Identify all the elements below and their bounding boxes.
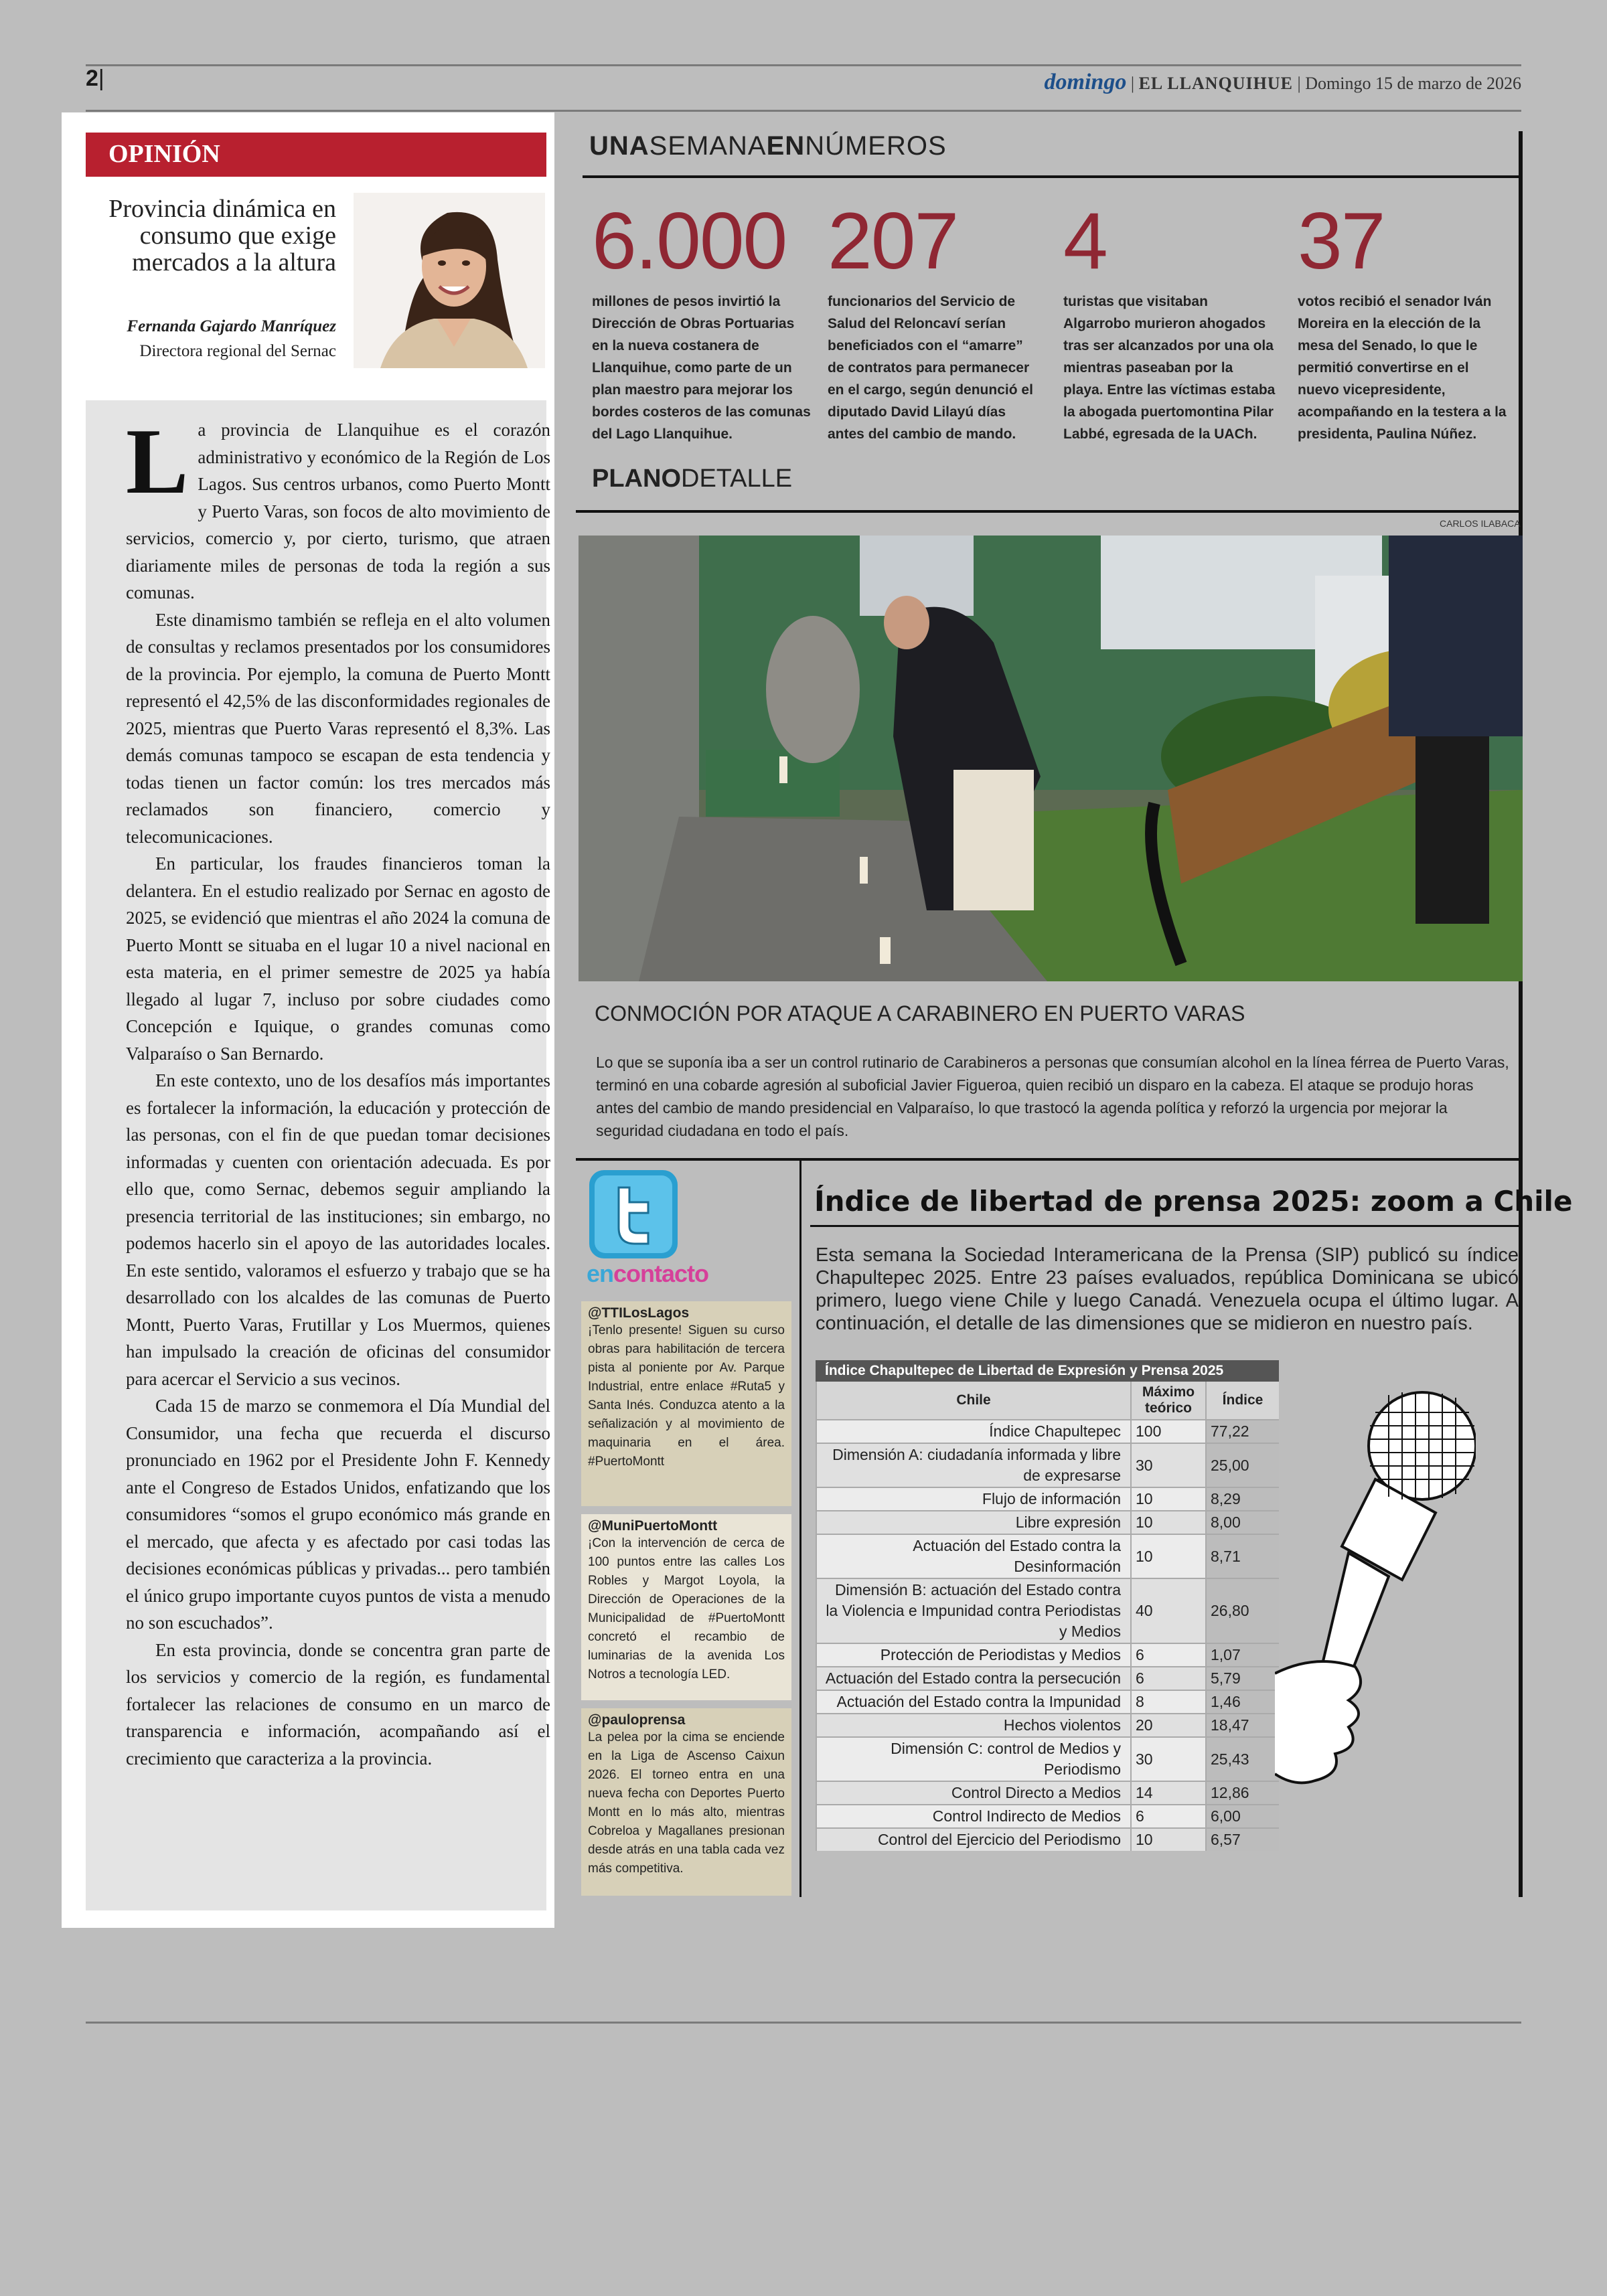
row-label: Libre expresión (816, 1511, 1131, 1534)
row-index: 25,00 (1206, 1443, 1279, 1487)
photo-caption-title: CONMOCIÓN POR ATAQUE A CARABINERO EN PUERTO VARAS (595, 1001, 1245, 1026)
row-max: 6 (1131, 1805, 1206, 1828)
page-number: 2| (86, 66, 104, 91)
tweet-card (581, 1514, 791, 1700)
row-max: 8 (1131, 1690, 1206, 1714)
row-index: 6,00 (1206, 1805, 1279, 1828)
row-max: 30 (1131, 1737, 1206, 1781)
row-index: 25,43 (1206, 1737, 1279, 1781)
row-max: 10 (1131, 1828, 1206, 1851)
table-row (816, 1443, 1279, 1487)
tweet-text: ¡Con la intervención de cerca de 100 puntos entre las calles Los Robles y Margot Loyola, la Dirección de Operaciones de la Municipalidad de #PuertoMontt concretó el recambio de luminarias de la avenida Los Notros a tecnología LED. (588, 1536, 785, 1682)
opinion-column (62, 112, 554, 1928)
paragraph: En este contexto, uno de los desafíos más importantes es fortalecer la información, la educación y protección de las personas, con el fin de que puedan tomar decisiones informadas y cuenten con orientación adecuada. Es por ello que, como Sernac, debemos seguir ampliando la presencia territorial de las instituciones; sin embargo, no podemos hacerlo sin el apoyo de las autoridades locales. En este sentido, valoramos el esfuerzo y trabajo que se ha desarrollado con los alcaldes de las comunas de Puerto Montt, Puerto Varas, Frutillar y Los Muermos, quienes han impulsado la creación de oficinas del consumidor para acercar el Servicio a sus vecinos. (126, 1070, 550, 1389)
row-label: Dimensión C: control de Medios y Periodismo (816, 1737, 1131, 1781)
paragraph: Este dinamismo también se refleja en el alto volumen de consultas y reclamos presentados por los consumidores de la provincia. Por ejemplo, la comuna de Puerto Montt representó el 42,5% de las disconformidades regionales de 2025, mientras que Puerto Varas representó el 8,3%. Las demás comunas tampoco se escapan de esta tendencia y todas tienen un factor común: los tres mercados más reclamados son financiero, comercio y telecomunicaciones. (126, 609, 550, 847)
row-index: 1,46 (1206, 1690, 1279, 1714)
tweet-handle: @MuniPuertoMontt (588, 1518, 718, 1534)
table-row (816, 1511, 1279, 1534)
row-max: 10 (1131, 1534, 1206, 1578)
footer-rule (86, 2022, 1521, 2024)
row-label: Control Directo a Medios (816, 1781, 1131, 1805)
tweet-card (581, 1301, 791, 1506)
paragraph: La provincia de Llanquihue es el corazón administrativo y económico de la Región de Los Lagos. Sus centros urbanos, como Puerto Montt y Puerto Varas, son focos de alto movimiento de servicios, comercio y, por cierto, turismo, que atraen diariamente miles de personas de toda la región a sus comunas. (126, 410, 550, 602)
col-header: Máximo teórico (1131, 1382, 1206, 1420)
paragraph: Cada 15 de marzo se conmemora el Día Mundial del Consumidor, una fecha que recuerda el discurso pronunciado en 1962 por el Presidente John F. Kennedy ante el Congreso de Estados Unidos, enfatizando que los consumidores “somos el grupo económico más grande en el mercado, que afecta y es afectado por casi todas las decisiones económicas públicas y privadas... pero también el único grupo importante cuyos puntos de vista a menudo no son escuchados”. (126, 1396, 550, 1633)
big-number: 6.000 (592, 196, 787, 286)
row-label: Hechos violentos (816, 1714, 1131, 1737)
number-description: votos recibió el senador Iván Moreira en la elección de la mesa del Senado, lo que le permitió convertirse en el nuevo vicepresidente, acompañando en la testera a la presidenta, Paulina Núñez. (1298, 294, 1507, 442)
number-item (1063, 194, 1276, 445)
table-row (816, 1828, 1279, 1851)
news-photo (579, 536, 1523, 981)
col-header: Chile (816, 1382, 1131, 1420)
table-row (816, 1781, 1279, 1805)
table-header-row (816, 1382, 1279, 1420)
row-max: 20 (1131, 1714, 1206, 1737)
row-label: Actuación del Estado contra la Impunidad (816, 1690, 1131, 1714)
table-row (816, 1534, 1279, 1578)
divider (583, 175, 1523, 178)
row-label: Índice Chapultepec (816, 1420, 1131, 1443)
row-index: 8,00 (1206, 1511, 1279, 1534)
author-portrait (354, 193, 545, 368)
row-max: 30 (1131, 1443, 1206, 1487)
microphone-illustration (1275, 1386, 1476, 1814)
big-number: 37 (1298, 196, 1385, 286)
tweet-text: La pelea por la cima se enciende en la Liga de Ascenso Caixun 2026. El torneo entra en una nueva fecha con Deportes Puerto Montt en lo más alto, mientras Cobreloa y Magallanes presionan desde atrás en una tabla cada vez más competitiva. (588, 1730, 785, 1876)
table-body (816, 1420, 1279, 1851)
drop-cap: L (126, 410, 189, 513)
row-index: 5,79 (1206, 1667, 1279, 1690)
photo-section-title: PLANODETALLE (592, 465, 793, 493)
row-max: 10 (1131, 1511, 1206, 1534)
opinion-text (126, 410, 550, 1772)
row-label: Actuación del Estado contra la persecución (816, 1667, 1131, 1690)
tweet-handle: @pauloprensa (588, 1712, 686, 1728)
row-max: 14 (1131, 1781, 1206, 1805)
table-row (816, 1487, 1279, 1511)
top-rule (86, 64, 1521, 66)
opinion-title: Provincia dinámica en consumo que exige mercados a la altura (108, 195, 336, 276)
number-item (592, 194, 813, 445)
divider (576, 1158, 1523, 1161)
number-description: funcionarios del Servicio de Salud del Reloncaví serían beneficiados con el “amarre” de contratos para permanecer en el cargo, según denunció el diputado David Lilayú días antes del cambio de mando. (828, 294, 1033, 442)
number-description: millones de pesos invirtió la Dirección de Obras Portuarias en la nueva costanera de Llanquihue, como parte de un plan maestro para mejorar los bordes costeros de las comunas del Lago Llanquihue. (592, 294, 811, 442)
big-number: 4 (1063, 196, 1107, 286)
row-index: 8,71 (1206, 1534, 1279, 1578)
photo-caption-text: Lo que se suponía iba a ser un control rutinario de Carabineros a personas que consumían alcohol en la línea férrea de Puerto Varas, terminó en una cobarde agresión al suboficial Javier Figueroa, quien recibió un disparo en la cabeza. El ataque se produjo horas antes del cambio de mando presidencial en Valparaíso, lo que trastocó la agenda política y reforzó la urgencia por mejorar la seguridad ciudadana en todo el país. (596, 1054, 1509, 1139)
row-index: 8,29 (1206, 1487, 1279, 1511)
opinion-body (86, 400, 550, 1910)
number-item (828, 194, 1041, 445)
brand-name: domingo (1044, 70, 1127, 94)
numbers-section-title: UNASEMANAENNÚMEROS (589, 131, 947, 161)
divider (576, 510, 1523, 513)
row-max: 10 (1131, 1487, 1206, 1511)
table-caption: Índice Chapultepec de Libertad de Expresión y Prensa 2025 (816, 1360, 1279, 1382)
row-max: 6 (1131, 1643, 1206, 1667)
column-divider (799, 1161, 801, 1897)
press-index-table (816, 1360, 1279, 1851)
row-label: Flujo de información (816, 1487, 1131, 1511)
paper-name: EL LLANQUIHUE (1138, 74, 1294, 93)
row-index: 18,47 (1206, 1714, 1279, 1737)
table-row (816, 1714, 1279, 1737)
press-index-title: Índice de libertad de prensa 2025: zoom a Chile (814, 1185, 1573, 1218)
table-row (816, 1420, 1279, 1443)
row-index: 6,57 (1206, 1828, 1279, 1851)
table-row (816, 1667, 1279, 1690)
header-rule (86, 110, 1521, 112)
tweet-handle: @TTILosLagos (588, 1305, 690, 1321)
author-role: Directora regional del Sernac (139, 342, 336, 360)
press-index-intro: Esta semana la Sociedad Interamericana de la Prensa (SIP) publicó su índice Chapultepec 2025. Entre 23 países evaluados, república Dominicana se ubicó primero, luego viene Chile y luego Canadá. Venezuela ocupa el último lugar. A continuación, el detalle de las dimensiones que se midieron en nuestro país. (816, 1244, 1519, 1334)
row-max: 100 (1131, 1420, 1206, 1443)
divider (810, 1225, 1523, 1227)
issue-date: Domingo 15 de marzo de 2026 (1305, 74, 1521, 93)
photo-credit: CARLOS ILABACA (1440, 518, 1521, 529)
table-row (816, 1643, 1279, 1667)
number-description: turistas que visitaban Algarrobo murieron ahogados tras ser alcanzados por una ola mientras paseaban por la playa. Entre las víctimas estaba la abogada puertomontina Pilar Labbé, egresada de la UACh. (1063, 294, 1276, 442)
author-name: Fernanda Gajardo Manríquez (127, 317, 336, 335)
row-index: 77,22 (1206, 1420, 1279, 1443)
row-label: Control del Ejercicio del Periodismo (816, 1828, 1131, 1851)
number-item (1298, 194, 1511, 445)
paragraph: En esta provincia, donde se concentra gran parte de los servicios y comercio de la región, es fundamental fortalecer las relaciones de consumo en un marco de transparencia e información, acompañando así el crecimiento que caracteriza a la provincia. (126, 1639, 550, 1769)
row-label: Actuación del Estado contra la Desinformación (816, 1534, 1131, 1578)
section-label: OPINIÓN (86, 133, 546, 177)
tweet-text: ¡Tenlo presente! Siguen su curso obras para habilitación de tercera pista al poniente por Av. Parque Industrial, entre enlace #Ruta5 y Santa Inés. Conduzca atento a la señalización y al movimiento de maquinaria en el área. #PuertoMontt (588, 1323, 785, 1469)
encontacto-label: encontacto (587, 1260, 709, 1287)
col-header: Índice (1206, 1382, 1279, 1420)
twitter-icon (587, 1167, 680, 1261)
row-label: Dimensión A: ciudadanía informada y libre de expresarse (816, 1443, 1131, 1487)
table-row (816, 1578, 1279, 1643)
row-index: 1,07 (1206, 1643, 1279, 1667)
row-label: Dimensión B: actuación del Estado contra la Violencia e Impunidad contra Periodistas y Medios (816, 1578, 1131, 1643)
table-row (816, 1690, 1279, 1714)
row-index: 12,86 (1206, 1781, 1279, 1805)
masthead: domingo | EL LLANQUIHUE | Domingo 15 de marzo de 2026 (1044, 70, 1521, 94)
row-max: 6 (1131, 1667, 1206, 1690)
table-row (816, 1737, 1279, 1781)
row-max: 40 (1131, 1578, 1206, 1643)
row-index: 26,80 (1206, 1578, 1279, 1643)
row-label: Control Indirecto de Medios (816, 1805, 1131, 1828)
paragraph: En particular, los fraudes financieros toman la delantera. En el estudio realizado por Sernac en agosto de 2025, se evidenció que mientras el año 2024 la comuna de Puerto Montt se situaba en el lugar 10 a nivel nacional en esta materia, en el primer semestre de 2025 ya había llegado al lugar 7, incluso por sobre ciudades como Concepción e Iquique, o grandes comunas como Valparaíso o San Bernardo. (126, 853, 550, 1064)
table-row (816, 1805, 1279, 1828)
tweet-card (581, 1708, 791, 1896)
big-number: 207 (828, 196, 958, 286)
row-label: Protección de Periodistas y Medios (816, 1643, 1131, 1667)
